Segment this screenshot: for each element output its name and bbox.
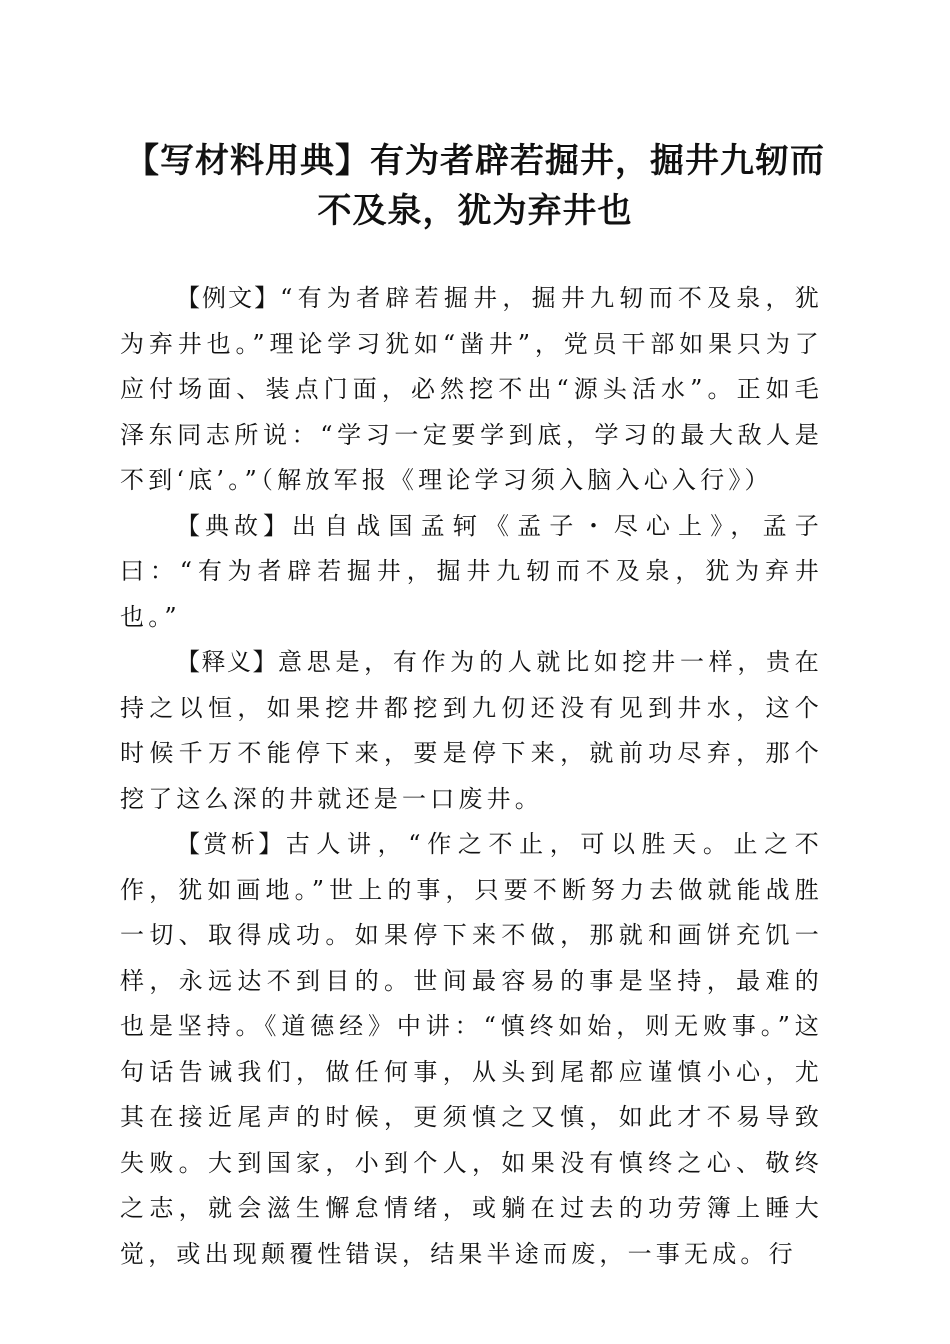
paragraph-appreciation: [120, 822, 823, 1277]
paragraph-label: 【例文】: [176, 284, 281, 312]
paragraph-text: 出自战国孟轲《孟子・尽心上》，孟子曰：“有为者辟若掘井，掘井九轫而不及泉，犹为弃井也。”: [120, 511, 823, 631]
paragraph-label: 【释义】: [176, 648, 279, 676]
paragraph-text: 意思是，有作为的人就比如挖井一样，贵在持之以恒，如果挖井都挖到九仞还没有见到井水，这个时候千万不能停下来，要是停下来，就前功尽弃，那个挖了这么深的井就还是一口废井。: [120, 648, 823, 813]
title-line-1: 【写材料用典】有为者辟若掘井，掘井九轫而: [125, 141, 825, 181]
paragraph-label: 【赏析】: [176, 830, 286, 858]
paragraph-meaning: [120, 640, 823, 822]
document-body: [120, 276, 823, 1277]
document-title: [100, 136, 850, 236]
paragraph-label: 【典故】: [176, 511, 292, 540]
paragraph-text: “有为者辟若掘井，掘井九轫而不及泉，犹为弃井也。”理论学习犹如“凿井”，党员干部如果只为了应付场面、装点门面，必然挖不出“源头活水”。正如毛泽东同志所说：“学习一定要学到底，学习的最大敌人是不到‘底’。”（解放军报《理论学习须入脑入心入行》）: [120, 284, 823, 494]
paragraph-example: [120, 276, 823, 504]
paragraph-allusion: [120, 504, 823, 641]
title-line-2: 不及泉，犹为弃井也: [317, 191, 633, 231]
paragraph-text: 古人讲，“作之不止，可以胜天。止之不作，犹如画地。”世上的事，只要不断努力去做就能战胜一切、取得成功。如果停下来不做，那就和画饼充饥一样，永远达不到目的。世间最容易的事是坚持，最难的也是坚持。《道德经》中讲：“慎终如始，则无败事。”这句话告诫我们，做任何事，从头到尾都应谨慎小心，尤其在接近尾声的时候，更须慎之又慎，如此才不易导致失败。大到国家，小到个人，如果没有慎终之心、敬终之志，就会滋生懈怠情绪，或躺在过去的功劳簿上睡大觉，或出现颠覆性错误，结果半途而废，一事无成。行: [120, 830, 824, 1268]
